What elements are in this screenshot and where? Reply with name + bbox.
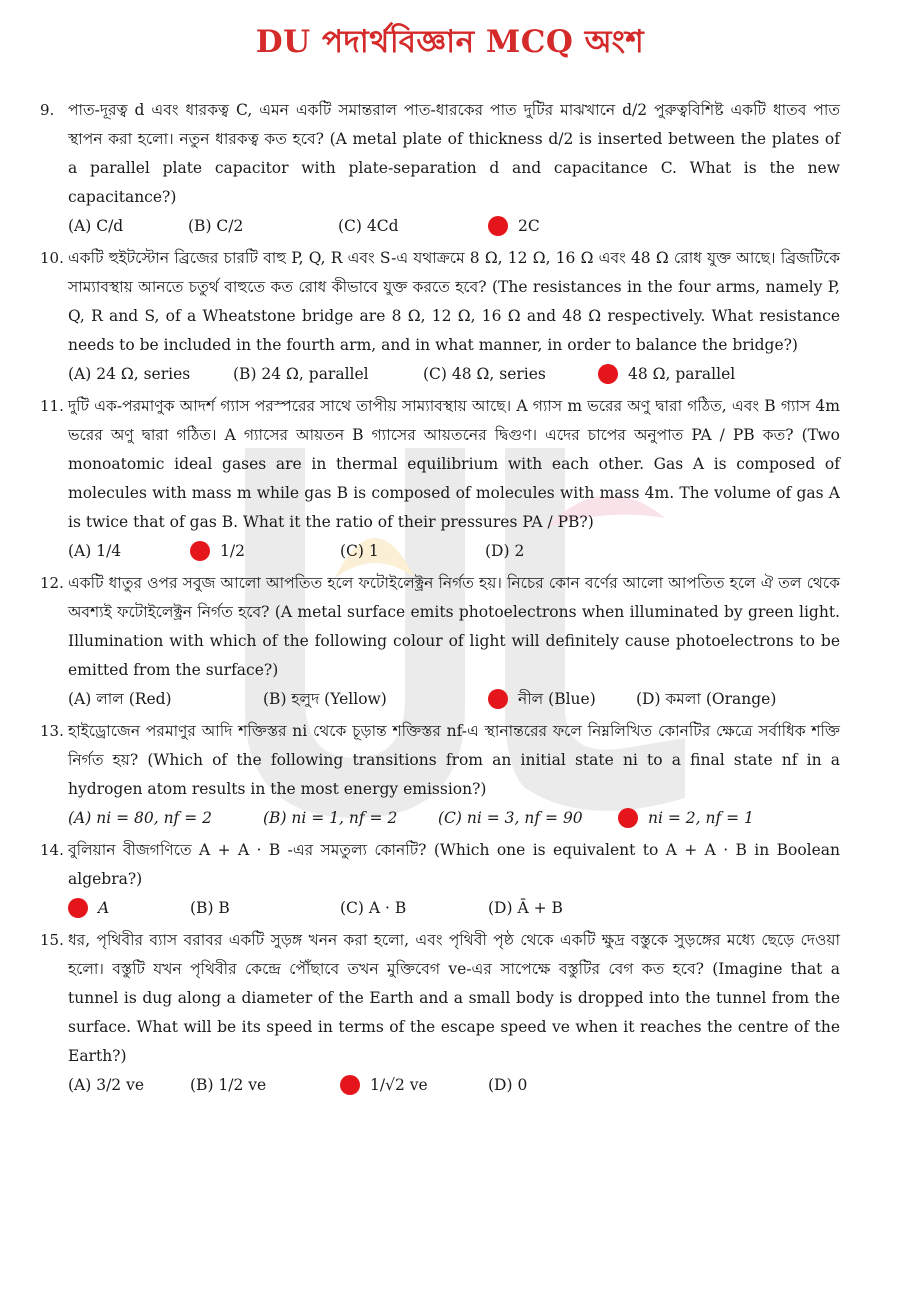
option-d[interactable]: (D) কমলা (Orange) [636, 689, 777, 708]
option-b[interactable]: (B) 24 Ω, parallel [233, 364, 369, 383]
option-a[interactable]: (A) ni = 80, nf = 2 [68, 808, 212, 827]
option-a[interactable]: (A) লাল (Red) [68, 689, 172, 708]
option-d-answer[interactable]: 48 Ω, parallel [598, 360, 735, 389]
question-text: দুটি এক-পরমাণুক আদর্শ গ্যাস পরস্পরের সাথে তাপীয় সাম্যাবস্থায় আছে। A গ্যাস m ভরের অণু দ্বারা গঠিত, এবং B গ্যাস 4m ভরের অণু দ্বারা গঠিত। A গ্যাসের আয়তন B গ্যাসের আয়তনের দ্বিগুণ। এদের চাপের অনুপাত PA / PB কত? (Two monoatomic ideal gases are in thermal equilibrium with each other. Gas A is composed of molecules with mass m while gas B is composed of molecules with mass 4m. The volume of gas A is twice that of gas B. What it the ratio of their pressures PA / PB?) [68, 397, 840, 531]
option-b[interactable]: (B) B [190, 898, 230, 917]
question-list [0, 96, 900, 1099]
answer-marker [340, 1075, 360, 1095]
question-number: 9. [40, 101, 55, 119]
question-number: 14. [40, 841, 64, 859]
question-15 [40, 926, 840, 1099]
question-11 [40, 392, 840, 565]
options-row [68, 685, 840, 713]
question-text: বুলিয়ান বীজগণিতে A + A · B -এর সমতুল্য কোনটি? (Which one is equivalent to A + A · B in Boolean algebra?) [68, 841, 840, 888]
option-d[interactable]: (D) 2 [485, 541, 525, 560]
question-number: 11. [40, 397, 64, 415]
option-b[interactable]: (B) ni = 1, nf = 2 [263, 808, 398, 827]
question-text: একটি ধাতুর ওপর সবুজ আলো আপতিত হলে ফটোইলেক্ট্রন নির্গত হয়। নিচের কোন বর্ণের আলো আপতিত হলে ঐ তল থেকে অবশ্যই ফটোইলেক্ট্রন নির্গত হবে? (A metal surface emits photoelectrons when illuminated by green light. Illumination with which of the following colour of light will definitely cause photoelectrons to be emitted from the surface?) [68, 574, 840, 679]
option-c[interactable]: (C) A · B [340, 898, 407, 917]
answer-marker [488, 689, 508, 709]
question-14 [40, 836, 840, 922]
options-row [68, 894, 840, 922]
answer-marker [68, 898, 88, 918]
option-d[interactable]: (D) Ā + B [488, 898, 563, 917]
option-b-answer[interactable]: 1/2 [190, 537, 340, 566]
option-c[interactable]: (C) 4Cd [338, 216, 399, 235]
question-number: 13. [40, 722, 64, 740]
options-row [68, 212, 840, 240]
options-row [68, 360, 840, 388]
option-b[interactable]: (B) 1/2 ve [190, 1075, 267, 1094]
answer-marker [488, 216, 508, 236]
option-d[interactable]: (D) 0 [488, 1075, 528, 1094]
question-10 [40, 244, 840, 388]
option-a[interactable]: (A) 24 Ω, series [68, 364, 191, 383]
answer-marker [598, 364, 618, 384]
question-number: 10. [40, 249, 64, 267]
option-a[interactable]: (A) 3/2 ve [68, 1075, 145, 1094]
options-row [68, 537, 840, 565]
question-9 [40, 96, 840, 240]
option-a[interactable]: (A) 1/4 [68, 541, 122, 560]
question-number: 15. [40, 931, 64, 949]
answer-marker [618, 808, 638, 828]
option-c[interactable]: (C) ni = 3, nf = 90 [438, 808, 583, 827]
question-text: পাত-দূরত্ব d এবং ধারকত্ব C, এমন একটি সমান্তরাল পাত-ধারকের পাত দুটির মাঝখানে d/2 পুরুত্ববিশিষ্ট একটি ধাতব পাত স্থাপন করা হলো। নতুন ধারকত্ব কত হবে? (A metal plate of thickness d/2 is inserted between the plates of a parallel plate capacitor with plate-separation d and capacitance C. What is the new capacitance?) [68, 101, 840, 206]
option-a-answer[interactable]: A [68, 894, 190, 923]
options-row [68, 1071, 840, 1099]
option-d-answer[interactable]: ni = 2, nf = 1 [618, 804, 754, 833]
option-c-answer[interactable]: 1/√2 ve [340, 1071, 488, 1100]
answer-marker [190, 541, 210, 561]
page-title: DU পদার্থবিজ্ঞান MCQ অংশ [255, 24, 645, 60]
question-text: ধর, পৃথিবীর ব্যাস বরাবর একটি সুড়ঙ্গ খনন করা হলো, এবং পৃথিবী পৃষ্ঠ থেকে একটি ক্ষুদ্র বস্তুকে সুড়ঙ্গের মধ্যে ছেড়ে দেওয়া হলো। বস্তুটি যখন পৃথিবীর কেন্দ্রে পৌঁছাবে তখন মুক্তিবেগ ve-এর সাপেক্ষে বস্তুটির বেগ কত হবে? (Imagine that a tunnel is dug along a diameter of the Earth and a small body is dropped into the tunnel from the surface. What will be its speed in terms of the escape speed ve when it reaches the centre of the Earth?) [68, 931, 840, 1065]
question-text: হাইড্রোজেন পরমাণুর আদি শক্তিস্তর ni থেকে চূড়ান্ত শক্তিস্তর nf-এ স্থানান্তরের ফলে নিম্নলিখিত কোনটির ক্ষেত্রে সর্বাধিক শক্তি নির্গত হয়? (Which of the following transitions from an initial state ni to a final state nf in a hydrogen atom results in the most energy emission?) [68, 722, 840, 798]
option-c[interactable]: (C) 48 Ω, series [423, 364, 546, 383]
option-d-answer[interactable]: 2C [488, 212, 540, 241]
option-c[interactable]: (C) 1 [340, 541, 379, 560]
question-number: 12. [40, 574, 64, 592]
options-row [68, 804, 840, 832]
option-b[interactable]: (B) C/2 [188, 216, 244, 235]
option-c-answer[interactable]: নীল (Blue) [488, 685, 636, 714]
question-text: একটি হুইটস্টোন ব্রিজের চারটি বাহু P, Q, R এবং S-এ যথাক্রমে 8 Ω, 12 Ω, 16 Ω এবং 48 Ω রোধ যুক্ত আছে। ব্রিজটিকে সাম্যাবস্থায় আনতে চতুর্থ বাহুতে কত রোধ কীভাবে যুক্ত করতে হবে? (The resistances in the four arms, namely P, Q, R and S, of a Wheatstone bridge are 8 Ω, 12 Ω, 16 Ω and 48 Ω respectively. What resistance needs to be included in the fourth arm, and in what manner, in order to balance the bridge?) [68, 249, 840, 354]
question-13 [40, 717, 840, 832]
option-a[interactable]: (A) C/d [68, 216, 124, 235]
question-12 [40, 569, 840, 713]
option-b[interactable]: (B) হলুদ (Yellow) [263, 689, 387, 708]
